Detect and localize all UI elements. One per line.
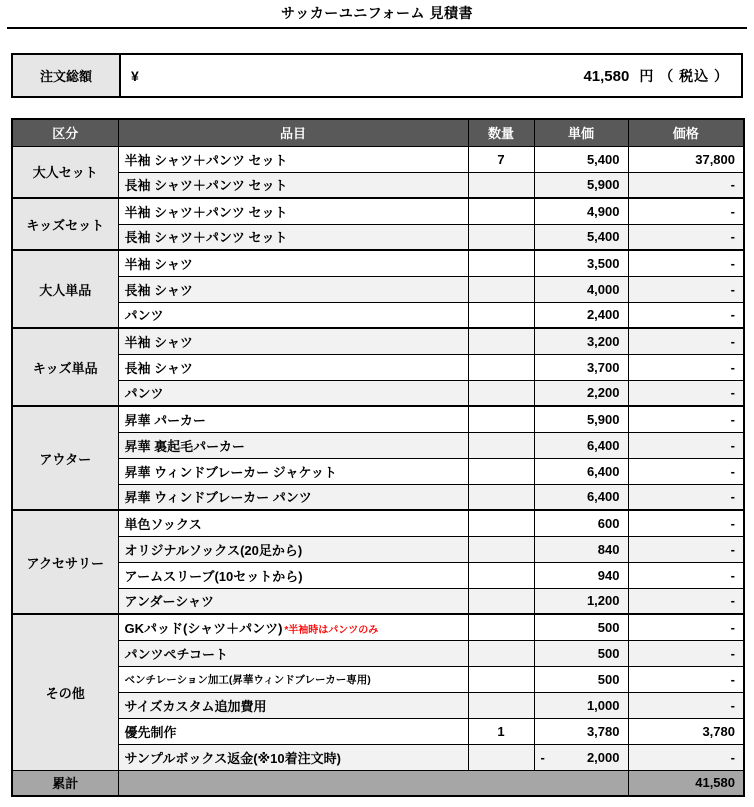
price-cell: - xyxy=(628,380,744,406)
price-cell: 37,800 xyxy=(628,146,744,172)
quote-table-body xyxy=(12,146,744,770)
category-cell: 大人単品 xyxy=(12,250,118,328)
item-note: *半袖時はパンツのみ xyxy=(284,624,379,636)
table-row xyxy=(12,588,744,614)
table-row xyxy=(12,562,744,588)
item-name-cell xyxy=(118,328,468,354)
item-name: 長袖 シャツ xyxy=(124,360,193,376)
unit-price-cell: 500 xyxy=(534,640,628,666)
unit-price-cell: 840 xyxy=(534,536,628,562)
item-name-cell xyxy=(118,432,468,458)
item-name-cell xyxy=(118,588,468,614)
order-total-box xyxy=(11,53,743,98)
qty-cell xyxy=(468,536,534,562)
header-cell-item: 品目 xyxy=(118,119,468,146)
item-name: 優先制作 xyxy=(124,724,177,740)
price-cell: - xyxy=(628,172,744,198)
header-cell-unit-price: 単価 xyxy=(534,119,628,146)
table-row xyxy=(12,536,744,562)
unit-price-cell: 6,400 xyxy=(534,484,628,510)
item-name-cell xyxy=(118,146,468,172)
order-total-value xyxy=(121,55,741,96)
price-cell: - xyxy=(628,614,744,640)
qty-cell xyxy=(468,744,534,770)
qty-cell xyxy=(468,380,534,406)
item-name: 長袖 シャツ xyxy=(124,282,193,298)
item-name-cell xyxy=(118,198,468,224)
table-row xyxy=(12,250,744,276)
item-name: 昇華 裏起毛パーカー xyxy=(124,438,245,454)
item-name-cell xyxy=(118,380,468,406)
unit-price-cell: 2,200 xyxy=(534,380,628,406)
order-total-label: 注文総額 xyxy=(13,55,121,96)
total-value-cell: 41,580 xyxy=(628,770,744,796)
qty-cell xyxy=(468,510,534,536)
item-name: 半袖 シャツ xyxy=(124,334,193,350)
price-cell: - xyxy=(628,302,744,328)
item-name-cell xyxy=(118,250,468,276)
item-name: サイズカスタム追加費用 xyxy=(124,698,267,714)
unit-price-cell: 3,500 xyxy=(534,250,628,276)
qty-cell xyxy=(468,276,534,302)
qty-cell: 7 xyxy=(468,146,534,172)
item-name-cell xyxy=(118,562,468,588)
unit-price-cell: 6,400 xyxy=(534,458,628,484)
item-name-cell xyxy=(118,302,468,328)
table-row xyxy=(12,614,744,640)
qty-cell xyxy=(468,302,534,328)
unit-price-cell: 2,400 xyxy=(534,302,628,328)
unit-price-cell: 5,400 xyxy=(534,146,628,172)
price-cell: - xyxy=(628,510,744,536)
item-name: GKパッド(シャツ＋パンツ) xyxy=(124,620,283,636)
table-row xyxy=(12,744,744,770)
title-divider xyxy=(7,27,747,29)
page-title: サッカーユニフォーム 見積書 xyxy=(281,5,473,21)
item-name: アンダーシャツ xyxy=(124,594,214,610)
price-cell: - xyxy=(628,588,744,614)
unit-price-cell: 4,000 xyxy=(534,276,628,302)
item-name: 昇華 ウィンドブレーカー ジャケット xyxy=(124,464,337,480)
price-cell: - xyxy=(628,562,744,588)
header-cell-category: 区分 xyxy=(12,119,118,146)
price-cell: - xyxy=(628,198,744,224)
price-cell: - xyxy=(628,432,744,458)
price-cell: - xyxy=(628,484,744,510)
item-name-cell xyxy=(118,276,468,302)
qty-cell xyxy=(468,250,534,276)
qty-cell xyxy=(468,562,534,588)
total-spacer-cell xyxy=(118,770,628,796)
item-name-cell xyxy=(118,406,468,432)
table-row xyxy=(12,172,744,198)
item-name: 昇華 ウィンドブレーカー パンツ xyxy=(124,490,312,506)
table-row xyxy=(12,406,744,432)
item-name: 長袖 シャツ＋パンツ セット xyxy=(124,178,288,194)
category-cell: その他 xyxy=(12,614,118,770)
qty-cell xyxy=(468,614,534,640)
unit-price-cell: 6,400 xyxy=(534,432,628,458)
item-name-cell xyxy=(118,718,468,744)
qty-cell xyxy=(468,588,534,614)
item-name: 半袖 シャツ xyxy=(124,256,193,272)
price-cell: - xyxy=(628,640,744,666)
table-row xyxy=(12,640,744,666)
table-row xyxy=(12,458,744,484)
item-name: 長袖 シャツ＋パンツ セット xyxy=(124,230,288,246)
item-name-cell xyxy=(118,666,468,692)
total-label-cell: 累計 xyxy=(12,770,118,796)
header-cell-price: 価格 xyxy=(628,119,744,146)
item-name-cell xyxy=(118,224,468,250)
unit-price-cell: 3,200 xyxy=(534,328,628,354)
table-row xyxy=(12,666,744,692)
order-total-amount-number: 41,580 xyxy=(583,67,630,85)
price-cell: - xyxy=(628,406,744,432)
item-name-cell xyxy=(118,640,468,666)
item-name: パンツ xyxy=(124,386,164,402)
unit-price-cell: 5,900 xyxy=(534,172,628,198)
item-name-cell xyxy=(118,744,468,770)
unit-price-cell: 5,400 xyxy=(534,224,628,250)
table-row xyxy=(12,354,744,380)
qty-cell xyxy=(468,328,534,354)
unit-price-cell: 940 xyxy=(534,562,628,588)
price-cell: - xyxy=(628,458,744,484)
category-cell: 大人セット xyxy=(12,146,118,198)
qty-cell xyxy=(468,692,534,718)
item-name-cell xyxy=(118,614,468,640)
item-name: ベンチレーション加工(昇華ウィンドブレーカー専用) xyxy=(124,673,371,686)
qty-cell xyxy=(468,406,534,432)
unit-price-cell: 1,000 xyxy=(534,692,628,718)
item-name-cell xyxy=(118,354,468,380)
table-row xyxy=(12,276,744,302)
price-cell: 3,780 xyxy=(628,718,744,744)
category-cell: アクセサリー xyxy=(12,510,118,614)
unit-price-cell: 3,700 xyxy=(534,354,628,380)
qty-cell xyxy=(468,666,534,692)
item-name: 昇華 パーカー xyxy=(124,412,206,428)
table-row xyxy=(12,692,744,718)
total-row xyxy=(12,770,744,796)
qty-cell: 1 xyxy=(468,718,534,744)
table-row xyxy=(12,510,744,536)
order-total-amount-suffix: 円 （ 税込 ） xyxy=(639,67,729,84)
category-cell: キッズセット xyxy=(12,198,118,250)
qty-cell xyxy=(468,484,534,510)
item-name: 単色ソックス xyxy=(124,516,202,532)
table-row xyxy=(12,198,744,224)
unit-price-cell: 500 xyxy=(534,614,628,640)
item-name-cell xyxy=(118,484,468,510)
qty-cell xyxy=(468,224,534,250)
price-cell: - xyxy=(628,224,744,250)
quote-table xyxy=(11,118,745,797)
category-cell: アウター xyxy=(12,406,118,510)
qty-cell xyxy=(468,640,534,666)
item-name-cell xyxy=(118,510,468,536)
item-name: オリジナルソックス(20足から) xyxy=(124,542,303,558)
price-cell: - xyxy=(628,744,744,770)
item-name-cell xyxy=(118,536,468,562)
unit-price-cell: 1,200 xyxy=(534,588,628,614)
qty-cell xyxy=(468,458,534,484)
price-cell: - xyxy=(628,328,744,354)
unit-price-cell: 4,900 xyxy=(534,198,628,224)
table-row xyxy=(12,224,744,250)
item-name-cell xyxy=(118,172,468,198)
table-row xyxy=(12,718,744,744)
unit-price-cell: 3,780 xyxy=(534,718,628,744)
currency-symbol: ¥ xyxy=(131,67,139,84)
header-cell-quantity: 数量 xyxy=(468,119,534,146)
unit-price-cell: - 2,000 xyxy=(534,744,628,770)
table-row xyxy=(12,328,744,354)
price-cell: - xyxy=(628,666,744,692)
unit-price-cell: 500 xyxy=(534,666,628,692)
item-name-cell xyxy=(118,458,468,484)
order-total-amount xyxy=(583,66,729,86)
item-name: 半袖 シャツ＋パンツ セット xyxy=(124,204,288,220)
minus-sign: - xyxy=(540,749,545,765)
table-row xyxy=(12,302,744,328)
item-name-cell xyxy=(118,692,468,718)
qty-cell xyxy=(468,432,534,458)
price-cell: - xyxy=(628,250,744,276)
table-row xyxy=(12,146,744,172)
item-name: パンツペチコート xyxy=(124,646,228,662)
qty-cell xyxy=(468,354,534,380)
item-name: サンプルボックス返金(※10着注文時) xyxy=(124,750,341,766)
qty-cell xyxy=(468,172,534,198)
price-cell: - xyxy=(628,354,744,380)
price-cell: - xyxy=(628,536,744,562)
price-cell: - xyxy=(628,692,744,718)
category-cell: キッズ単品 xyxy=(12,328,118,406)
table-row xyxy=(12,380,744,406)
item-name: 半袖 シャツ＋パンツ セット xyxy=(124,152,288,168)
table-row xyxy=(12,484,744,510)
item-name: アームスリーブ(10セットから) xyxy=(124,568,303,584)
price-cell: - xyxy=(628,276,744,302)
unit-price-cell: 600 xyxy=(534,510,628,536)
unit-price-cell: 5,900 xyxy=(534,406,628,432)
table-row xyxy=(12,432,744,458)
header-row xyxy=(12,119,744,146)
item-name: パンツ xyxy=(124,308,164,324)
qty-cell xyxy=(468,198,534,224)
